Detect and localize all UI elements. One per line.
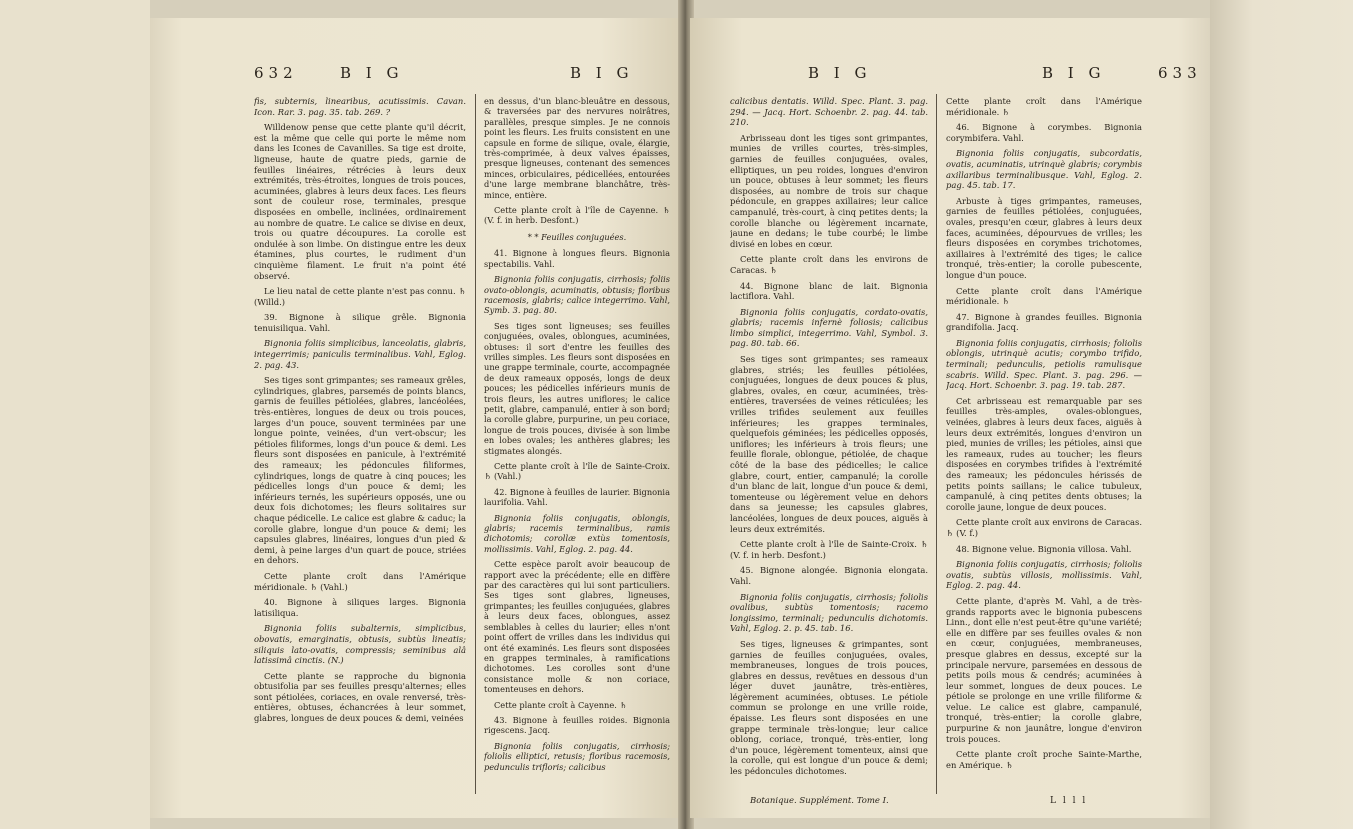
species-heading: 43. Bignone à feuilles roides. Bignonia rigescens. Jacq. xyxy=(484,714,670,736)
species-heading: 40. Bignone à siliques larges. Bignonia latisiliqua. xyxy=(254,597,466,618)
page-footer: Botanique. Supplément. Tome I. xyxy=(750,796,889,806)
text-column xyxy=(946,96,1142,786)
right-page-edge xyxy=(1210,0,1353,829)
right-page xyxy=(690,18,1210,818)
running-head: B I G xyxy=(340,64,404,82)
right-running-head xyxy=(690,64,1210,88)
paragraph: Cette plante croît dans l'Amérique méridionale. ♄ (Vahl.) xyxy=(254,570,466,592)
paragraph: calicibus dentatis. Willd. Spec. Plant. 3. pag. 294. — Jacq. Hort. Schoenbr. 2. pag. 44. tab. 210. xyxy=(730,96,928,128)
paragraph: Cette plante, d'après M. Vahl, a de très-grands rapports avec le bignonia pubescens Linn., dont elle n'est peut-être qu'une variété; elle en diffère par ses feuilles ovales & non en cœur, conjuguées, membraneuses, presque glabres en dessus, excepté sur la principale nervure, parsemées en dessous de petits poils mous & cendrés; acuminées à leur sommet, longues de deux pouces. Le pétiole se prolonge en une vrille filiforme & velue. Le calice est glabre, campanulé, tronqué, très-entier; la corolle glabre, purpurine & non jaunâtre, longue d'environ trois pouces. xyxy=(946,595,1142,744)
paragraph: Cette plante croît à l'île de Sainte-Croix. ♄ (Vahl.) xyxy=(484,461,670,482)
paragraph: Ses tiges, ligneuses & grimpantes, sont garnies de feuilles conjuguées, ovales, membraneuses, longues de trois pouces, glabres en dessus, revêtues en dessous d'un léger duvet jaunâtre, très-entières, légèrement acuminées, obtuses. Le pétiole commun se prolonge en une vrille roide, épaisse. Les fleurs sont disposées en une grappe terminale très-longue; leur calice oblong, coriace, tronqué, très-entier, long d'un pouce, légèrement tomenteux, ainsi que la corolle, qui est longue d'un pouce & demi; les pédoncules dichotomes. xyxy=(730,638,928,777)
paragraph: Arbrisseau dont les tiges sont grimpantes, munies de vrilles courtes, très-simples, garnies de feuilles conjuguées, ovales, elliptiques, un peu roides, longues d'environ un pouce, obtuses à leur sommet; les fleurs disposées, au nombre de trois sur chaque pédoncule, en grappes axillaires; leur calice campanulé, très-court, à cinq petites dents; la corolle blanche ou légèrement incarnate, jaune en dedans; le tube courbé; le limbe divisé en lobes en cœur. xyxy=(730,132,928,249)
latin-diagnosis: Bignonia foliis conjugatis, cirrhosis; foliolis oblongis, utrinquè acutis; corymbo trifido, terminali; pedunculis, petiolis ramulisque scabris. Willd. Spec. Plant. 3. pag. 296. — Jacq. Hort. Schoenbr. 3. pag. 19. tab. 287. xyxy=(946,337,1142,391)
paragraph: Cette plante croît dans l'Amérique méridionale. ♄ xyxy=(946,285,1142,307)
latin-diagnosis: Bignonia foliis conjugatis, cordato-ovatis, glabris; racemis infernè foliosis; calicibus limbo simplici, integerrimo. Vahl, Symbol. 3. pag. 80. tab. 66. xyxy=(730,306,928,349)
text-column xyxy=(730,96,928,786)
paragraph: Le lieu natal de cette plante n'est pas connu. ♄ (Willd.) xyxy=(254,286,466,307)
paragraph: Cette plante croît proche Sainte-Marthe, en Amérique. ♄ xyxy=(946,749,1142,770)
paragraph: Cette plante croît aux environs de Caracas. ♄ (V. f.) xyxy=(946,517,1142,538)
species-heading: 44. Bignone blanc de lait. Bignonia lactiflora. Vahl. xyxy=(730,280,928,302)
latin-diagnosis: Bignonia foliis conjugatis, oblongis, glabris; racemis terminalibus, ramis dichotomis; corollæ extùs tomentosis, mollissimis. Vahl, Eglog. 2. pag. 44. xyxy=(484,512,670,554)
paragraph: Ses tiges sont grimpantes; ses rameaux grêles, cylindriques, glabres, parsemés de points blancs, garnis de feuilles pétiolées, glabres, lancéolées, très-entières, longues de deux ou trois pouces, larges d'un pouce, souvent terminées par une longue pointe, veinées, d'un vert-obscur; les pétioles filiformes, longs d'un pouce & demi. Les fleurs sont disposées en panicule, à l'extrémité des rameaux; les pédoncules filiformes, cylindriques, longs de quatre à cinq pouces; les pédicelles longs d'un pouce & demi; les inférieurs ternés, les supérieurs opposés, une ou deux fois dichotomes; les fleurs solitaires sur chaque pédicelle. Le calice est glabre & caduc; la corolle glabre, longue d'un pouce & demi; les capsules glabres, linéaires, longues d'un pied & demi, à peine larges d'un quart de pouce, striées en dehors. xyxy=(254,375,466,566)
paragraph: Ses tiges sont ligneuses; ses feuilles conjuguées, ovales, oblongues, acuminées, obtuses: il sort d'entre les feuilles des vrilles simples. Les fleurs sont disposées en une grappe terminale, courte, accompagnée de deux rameaux opposés, longs de deux pouces; les pédicelles inférieurs munis de trois fleurs, les autres uniflores; le calice petit, glabre, campanulé, entier à son bord; la corolle glabre, purpurine, un peu coriace, longue de trois pouces, divisée à son limbe en lobes ovales; les anthères glabres; les stigmates alongés. xyxy=(484,320,670,456)
latin-diagnosis: Bignonia foliis subalternis, simplicibus, obovatis, emarginatis, obtusis, subtùs lineatis; siliquis lato-ovatis, compressis; seminibus alâ latissimâ cinctis. (N.) xyxy=(254,623,466,666)
latin-diagnosis: Bignonia foliis conjugatis, cirrhosis; foliis ovato-oblongis, acuminatis, obtusis; floribus racemosis, glabris; calice integerrimo. Vahl, Symb. 3. pag. 80. xyxy=(484,274,670,316)
text-column xyxy=(254,96,466,792)
paragraph: Willdenow pense que cette plante qu'il décrit, est la même que celle qui porte le même nom dans les Icones de Cavanilles. Sa tige est droite, ligneuse, haute de quatre pieds, garnie de feuilles linéaires, rétrécies à leurs deux extrémités, très-étroites, longues de trois pouces, acuminées, glabres à leurs deux faces. Les fleurs sont de couleur rose, terminales, presque disposées en ombelle, inclinées, ordinairement au nombre de quatre. Le calice se divise en deux, trois ou quatre découpures. La corolle est ondulée à son limbe. On distingue entre les deux étamines, plus courtes, le rudiment d'un cinquième filament. Le fruit n'a point été observé. xyxy=(254,122,466,281)
text-column xyxy=(484,96,670,792)
paragraph: Arbuste à tiges grimpantes, rameuses, garnies de feuilles pétiolées, conjuguées, ovales, presqu'en cœur, glabres à leurs deux faces, acuminées, dépourvues de vrilles; les fleurs disposées en corymbes trichotomes, axillaires à l'extrémité des tiges; le calice tronqué, très-entier; la corolle pubescente, longue d'un pouce. xyxy=(946,195,1142,280)
running-head: B I G xyxy=(570,64,634,82)
paragraph: Cette plante croît à l'île de Cayenne. ♄ (V. f. in herb. Desfont.) xyxy=(484,205,670,226)
paragraph: Cette plante croît dans les environs de Caracas. ♄ xyxy=(730,254,928,275)
latin-diagnosis: Bignonia foliis simplicibus, lanceolatis, glabris, integerrimis; paniculis terminalibus. Vahl, Eglog. 2. pag. 43. xyxy=(254,338,466,370)
paragraph: Cet arbrisseau est remarquable par ses feuilles très-amples, ovales-oblongues, veinées, glabres à leurs deux faces, aiguës à leurs deux extrémités, longues d'environ un pied, munies de vrilles; les pétioles, ainsi que les rameaux, rudes au toucher; les fleurs disposées en corymbes trifides à l'extrémité des rameaux; les pédoncules hérissés de petits points saillans; le calice tubuleux, campanulé, à cinq petites dents obtuses; la corolle jaune, longue de deux pouces. xyxy=(946,395,1142,512)
paragraph: Ses tiges sont grimpantes; ses rameaux glabres, striés; les feuilles pétiolées, conjuguées, longues de deux pouces & plus, glabres, ovales, en cœur, acuminées, très-entières, traversées de veines réticulées; les vrilles trifides seulement aux feuilles inférieures; les grappes terminales, quelquefois géminées; les pédicelles opposés, uniflores; les inférieurs à trois fleurs; une feuille florale, oblongue, pétiolée, de chaque côté de la base des pédicelles; le calice glabre, court, entier, campanulé; la corolle d'un blanc de lait, longue d'un pouce & demi, tomenteuse ou légèrement velue en dehors dans sa jeunesse; les capsules glabres, lancéolées, longues de deux pouces, aiguës à leurs deux extrémités. xyxy=(730,354,928,534)
species-heading: 47. Bignone à grandes feuilles. Bignonia grandifolia. Jacq. xyxy=(946,311,1142,333)
paragraph: Cette plante croît à Cayenne. ♄ xyxy=(494,699,627,710)
left-page xyxy=(150,18,680,818)
running-head: B I G xyxy=(808,64,872,82)
species-heading: 39. Bignone à silique grêle. Bignonia tenuisiliqua. Vahl. xyxy=(254,312,466,333)
running-head: B I G xyxy=(1042,64,1106,82)
paragraph: Cette espèce paroît avoir beaucoup de rapport avec la précédente; elle en diffère par des caractères qui lui sont particuliers. Ses tiges sont glabres, ligneuses, grimpantes; les feuilles conjuguées, glabres à leurs deux faces, oblongues, assez semblables à celles du laurier; elles n'ont point offert de vrilles dans les individus qui ont été examinés. Les fleurs sont disposées en grappes terminales, à ramifications dichotomes. Les corolles sont d'une consistance molle & non coriace, tomenteuses en dehors. xyxy=(484,559,670,695)
latin-diagnosis: Bignonia foliis conjugatis, cirrhosis; foliolis elliptici, retusis; floribus racemosis, pedunculis trifloris; calicibus xyxy=(484,740,670,772)
paragraph: Cette plante se rapproche du bignonia obtusifolia par ses feuilles presqu'alternes; elles sont pétiolées, coriaces, en ovale renversé, très-entières, obtuses, échancrées à leur sommet, glabres, longues de deux pouces & demi, veinées xyxy=(254,670,466,724)
left-running-head xyxy=(150,64,680,88)
species-heading: 42. Bignone à feuilles de laurier. Bignonia laurifolia. Vahl. xyxy=(484,486,670,508)
paragraph: Cette plante croît à l'île de Sainte-Croix. ♄ (V. f. in herb. Desfont.) xyxy=(730,539,928,560)
left-page-edge xyxy=(0,0,150,829)
paragraph: Cette plante croît dans l'Amérique méridionale. ♄ xyxy=(946,96,1142,117)
paragraph: fis, subternis, linearibus, acutissimis. Cavan. Icon. Rar. 3. pag. 35. tab. 269. ? xyxy=(254,96,466,117)
page-number: 632 xyxy=(254,64,298,82)
species-heading: 48. Bignone velue. Bignonia villosa. Vahl. xyxy=(956,543,1132,554)
column-rule xyxy=(936,94,937,794)
latin-diagnosis: Bignonia foliis conjugatis, cirrhosis; foliolis ovalibus, subtùs tomentosis; racemo longissimo, terminali; pedunculis dichotomis. Vahl, Eglog. 2. p. 45. tab. 16. xyxy=(730,591,928,634)
page-number: 633 xyxy=(1158,64,1202,82)
latin-diagnosis: Bignonia foliis conjugatis, cirrhosis; foliolis ovatis, subtùs villosis, mollissimis. Vahl, Eglog. 2. pag. 44. xyxy=(946,559,1142,591)
species-heading: 45. Bignone alongée. Bignonia elongata. Vahl. xyxy=(730,565,928,586)
species-heading: 46. Bignone à corymbes. Bignonia corymbifera. Vahl. xyxy=(946,122,1142,143)
signature-mark: L l l l xyxy=(1050,796,1088,806)
column-rule xyxy=(475,94,476,794)
species-heading: 41. Bignone à longues fleurs. Bignonia spectabilis. Vahl. xyxy=(484,248,670,269)
section-heading: * * Feuilles conjuguées. xyxy=(527,231,627,242)
latin-diagnosis: Bignonia foliis conjugatis, subcordatis, ovatis, acuminatis, utrinquè glabris; corymbis axillaribus terminalibusque. Vahl, Eglog. 2. pag. 45. tab. 17. xyxy=(946,148,1142,191)
paragraph: en dessus, d'un blanc-bleuâtre en dessous, & traversées par des nervures noirâtres, parallèles, presque simples. Je ne connois point les fleurs. Les fruits consistent en une capsule en forme de silique, ovale, élargie, très-comprimée, à deux valves épaisses, presque ligneuses, contenant des semences minces, orbiculaires, pédicellées, entourées d'une large membrane blanchâtre, très-mince, entière. xyxy=(484,96,670,200)
